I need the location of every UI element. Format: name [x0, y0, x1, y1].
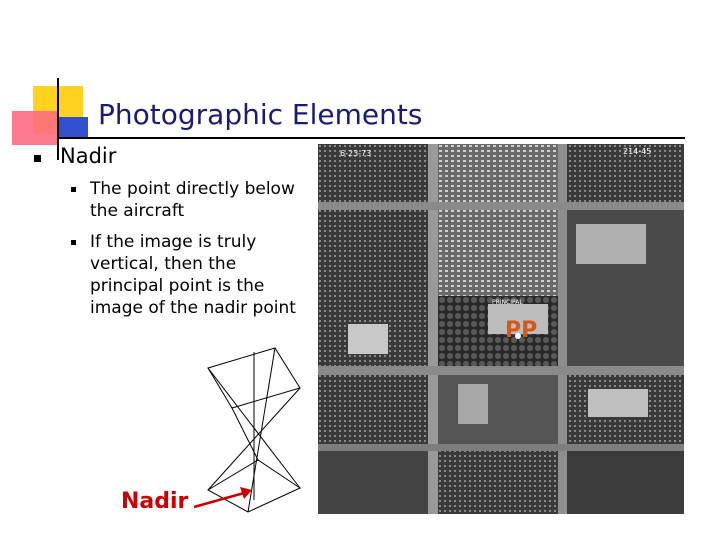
- deco-blue-block: [58, 117, 88, 139]
- slide-title: Photographic Elements: [98, 98, 423, 131]
- frame-id: 214-45: [623, 147, 652, 156]
- subbullet-2: If the image is truly vertical, then the principal point is the image of the nadir point: [90, 232, 296, 318]
- deco-red-block: [12, 111, 58, 145]
- subbullet-marker: [71, 187, 76, 192]
- principal-text: PRINCIPAL: [492, 299, 523, 306]
- pp-label: PP: [505, 318, 538, 343]
- bullet-nadir: Nadir: [60, 144, 117, 168]
- nadir-label: Nadir: [121, 489, 189, 514]
- subbullet-marker: [71, 240, 76, 245]
- nadir-arrow: [190, 483, 260, 513]
- title-rule: [58, 137, 685, 139]
- bullet-marker: [34, 155, 41, 162]
- aerial-photo: [318, 144, 684, 514]
- subbullet-1: The point directly below the aircraft: [90, 179, 295, 221]
- date-stamp: 6-23-73: [340, 149, 372, 158]
- deco-vertical-line: [57, 78, 59, 160]
